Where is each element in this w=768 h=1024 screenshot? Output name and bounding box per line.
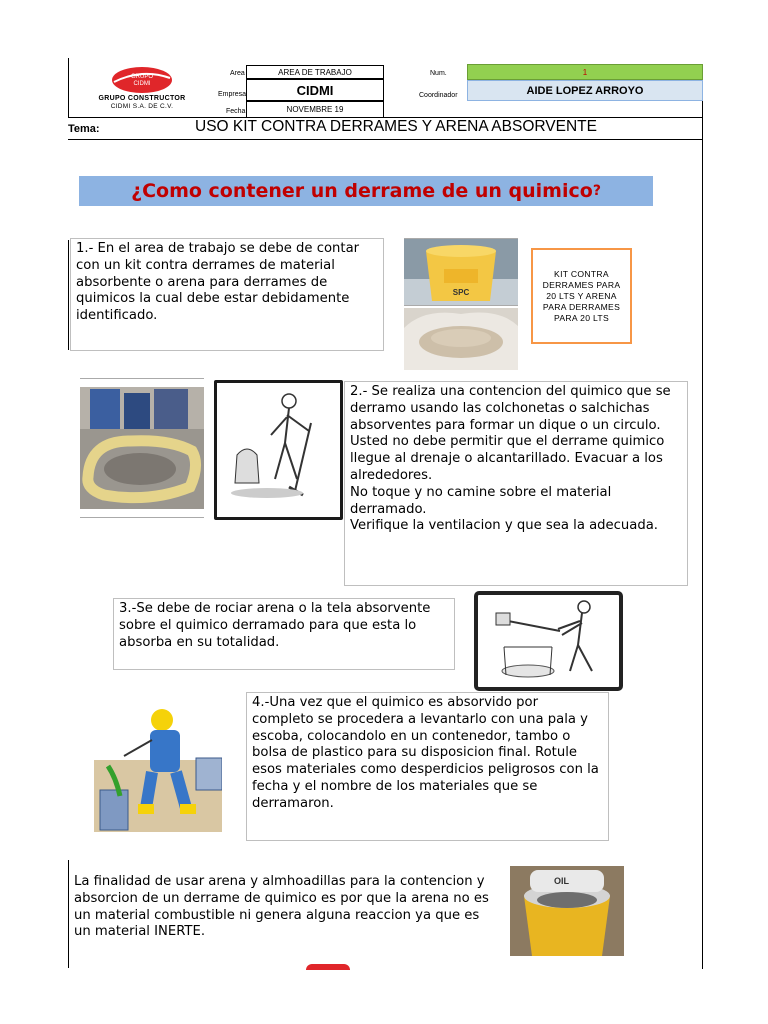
step-4-text: 4.-Una vez que el quimico es absorvido por completo se procedera a levantarlo con una pala y escoba, colocandolo en un contenedor, tambo o bolsa de plastico para su disposicion final. Rotule esos materiales como desperdicios peligrosos con la fecha y el nombre de los materiales que se derramaron. <box>252 695 599 811</box>
kit-label-box <box>531 248 632 344</box>
left-border-bottom <box>68 860 69 968</box>
coordinador-value: AIDE LOPEZ ARROYO <box>467 80 703 101</box>
banner-title-end: ? <box>592 183 601 199</box>
coordinador-label: Coordinador <box>419 92 458 99</box>
tema-label: Tema: <box>68 123 100 135</box>
sand-bag-icon <box>404 308 518 370</box>
absorbent-bucket-icon <box>404 239 518 306</box>
empresa-value: CIDMI <box>246 79 384 101</box>
num-value: 1 <box>467 64 703 80</box>
company-name-line1: GRUPO CONSTRUCTOR <box>98 95 186 102</box>
worker-spreading-icon <box>478 595 619 687</box>
svg-text:SPC: SPC <box>452 288 470 297</box>
step-4-box <box>246 692 609 841</box>
svg-text:CIDMI: CIDMI <box>133 81 151 87</box>
right-border <box>702 64 703 969</box>
step-2-box <box>344 381 688 586</box>
area-value: AREA DE TRABAJO <box>246 65 384 79</box>
left-border-mid <box>68 240 69 350</box>
absorbent-bucket-image <box>404 238 518 306</box>
oil-bucket-image <box>510 866 624 956</box>
svg-text:GRUPO: GRUPO <box>130 74 154 80</box>
num-label: Num. <box>430 70 447 77</box>
worker-spreading-image <box>474 591 623 691</box>
step-3-box <box>113 598 455 670</box>
step-3-text: 3.-Se debe de rociar arena o la tela absorvente sobre el quimico derramado para que esta lo absorba en su totalidad. <box>119 601 431 650</box>
left-border-top <box>68 58 69 118</box>
step-2-text-main: 2.- Se realiza una contencion del quimico que se derramo usando las colchonetas o salchichas absorventes para formar un dique o un circulo. Usted no debe permitir que el derrame quimico llegue al drenaje o alcantarillado. Evacuar a los alrededores. <box>350 384 671 483</box>
worker-sweeping-image <box>214 380 343 520</box>
company-logo <box>92 64 192 114</box>
banner <box>79 176 653 206</box>
worker-protective-gear-icon <box>94 700 222 832</box>
fecha-value: NOVEMBRE 19 <box>246 101 384 117</box>
absorbent-sock-image <box>80 378 204 518</box>
tema-value: USO KIT CONTRA DERRAMES Y ARENA ABSORVENTE <box>195 118 597 135</box>
step-2-text-notouch: No toque y no camine sobre el material derramado. <box>350 484 612 517</box>
step-1-text: 1.- En el area de trabajo se debe de contar con un kit contra derrames de material absorbente o arena para derrames de quimicos la cual debe estar debidamente identificado. <box>76 241 360 324</box>
step-2-text-ventilation: Verifique la ventilacion y que sea la adecuada. <box>350 518 658 534</box>
kit-label-text: KIT CONTRA DERRAMES PARA 20 LTS Y ARENA PARA DERRAMES PARA 20 LTS <box>542 268 621 323</box>
area-label: Area <box>230 70 245 77</box>
oil-bucket-brand: OIL <box>554 876 569 886</box>
banner-title: ¿Como contener un derrame de un quimico <box>131 180 593 202</box>
absorbent-sand-image <box>404 308 518 370</box>
worker-sweeping-icon <box>217 383 340 517</box>
worker-ppe-image <box>94 700 222 832</box>
oil-bucket-icon <box>510 866 624 956</box>
fecha-label: Fecha <box>226 108 246 115</box>
tema-bottom-line <box>68 139 703 140</box>
empresa-label: Empresa <box>218 91 247 98</box>
company-name-line2: CIDMI S.A. DE C.V. <box>110 103 174 110</box>
absorbent-sock-icon <box>80 379 204 518</box>
step-1-box <box>70 238 384 351</box>
company-logo-icon <box>92 64 192 98</box>
final-paragraph: La finalidad de usar arena y almhoadillas para la contencion y absorcion de un derrame de quimico es por que la arena no es un material combustible ni genera alguna reaccion ya que es un material INERTE. <box>74 874 489 940</box>
bottom-logo-partial <box>306 964 350 970</box>
